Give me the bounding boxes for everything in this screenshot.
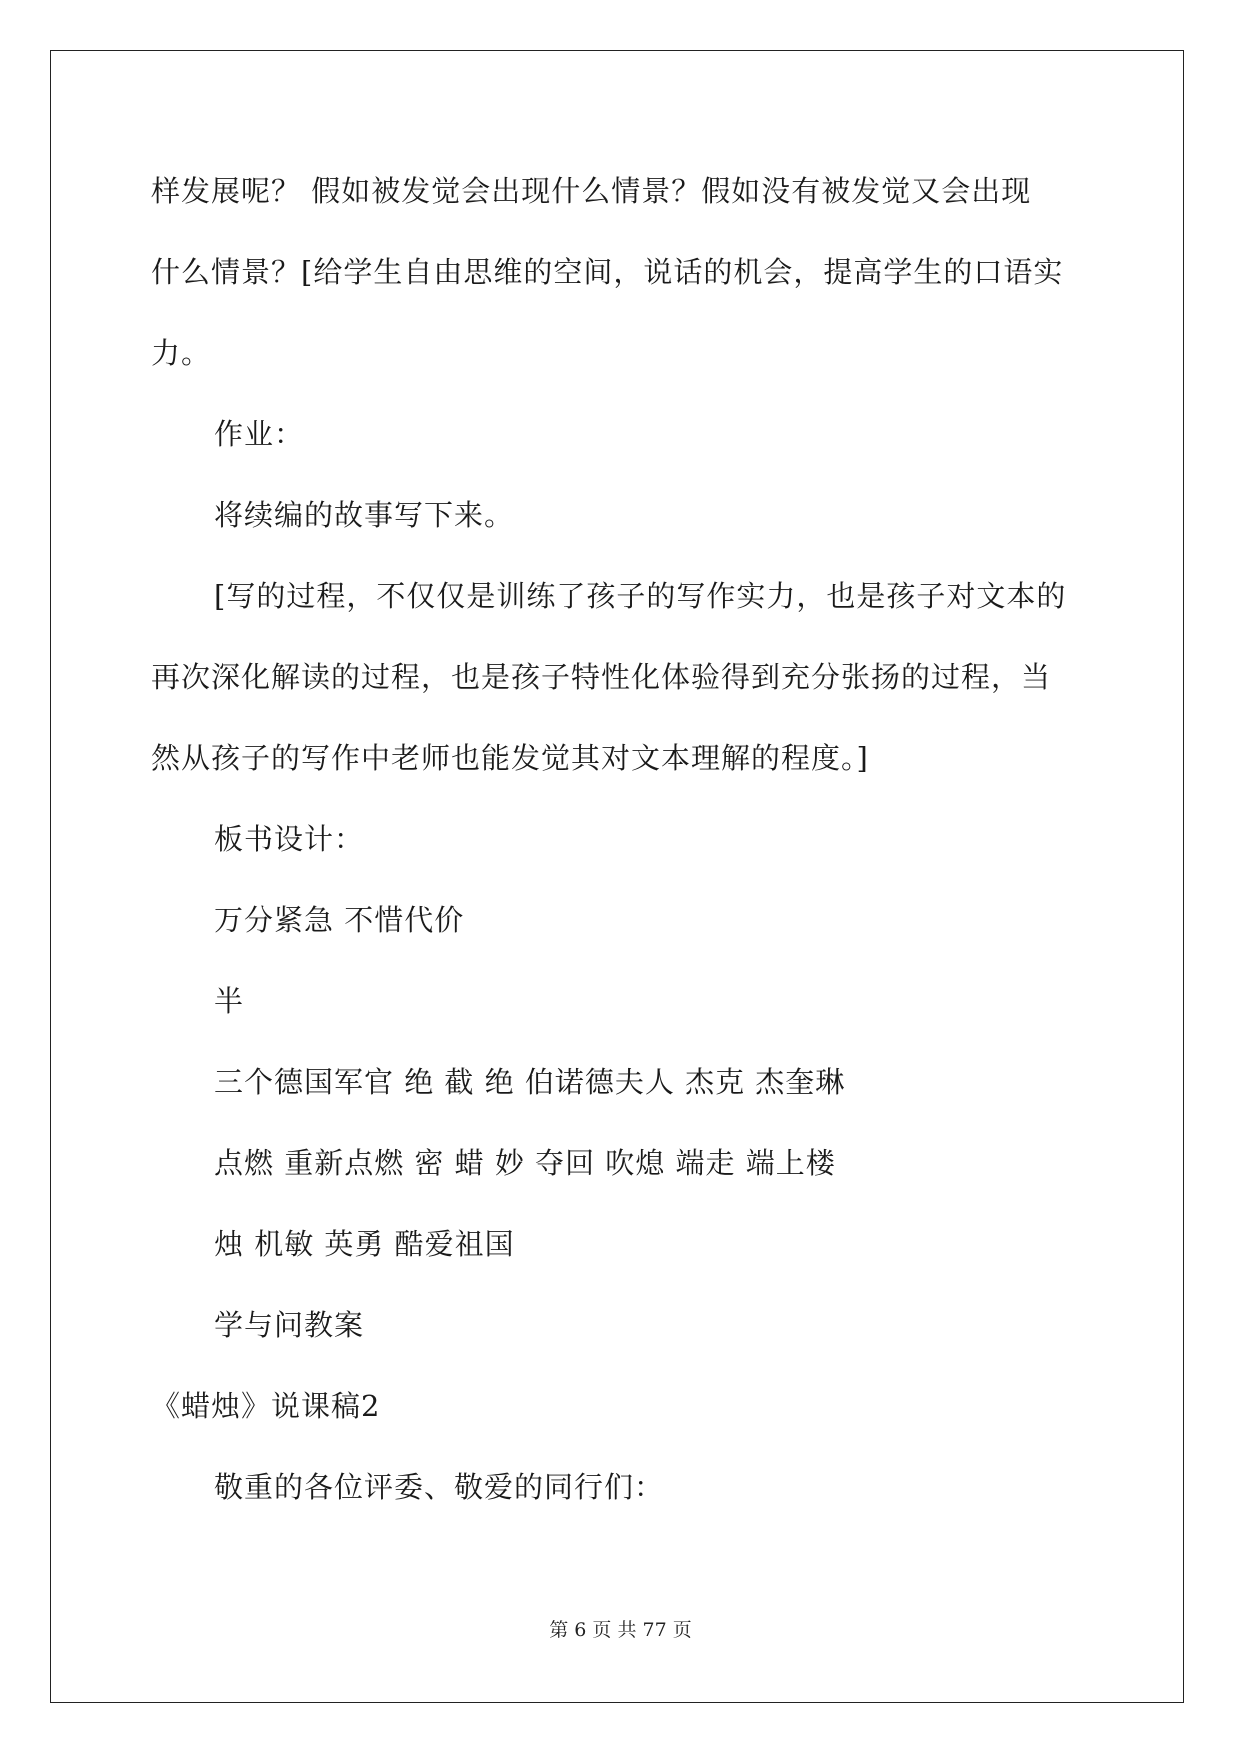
greeting-line: 敬重的各位评委、敬爱的同行们： xyxy=(214,1470,665,1504)
body-line-7: 再次深化解读的过程，也是孩子特性化体验得到充分张扬的过程，当 xyxy=(151,660,1052,694)
section-heading-homework: 作业： xyxy=(214,417,305,451)
section-title: 《蜡烛》说课稿2 xyxy=(151,1389,381,1423)
board-line-3: 三个德国军官 绝 截 绝 伯诺德夫人 杰克 杰奎琳 xyxy=(214,1065,846,1099)
board-line-1: 万分紧急 不惜代价 xyxy=(214,903,465,937)
body-line-8: 然从孩子的写作中老师也能发觉其对文本理解的程度。] xyxy=(151,741,869,775)
page-border xyxy=(50,50,1184,1703)
board-line-4: 点燃 重新点燃 密 蜡 妙 夺回 吹熄 端走 端上楼 xyxy=(214,1146,836,1180)
body-line-3: 力。 xyxy=(151,336,212,370)
body-line-1: 样发展呢？ 假如被发觉会出现什么情景？假如没有被发觉又会出现 xyxy=(151,174,1032,208)
board-line-2: 半 xyxy=(214,984,245,1018)
board-line-6: 学与问教案 xyxy=(214,1308,365,1342)
page-number-footer: 第 6 页 共 77 页 xyxy=(549,1619,692,1641)
body-line-6: [写的过程，不仅仅是训练了孩子的写作实力，也是孩子对文本的 xyxy=(214,579,1067,613)
body-line-2: 什么情景？[给学生自由思维的空间，说话的机会，提高学生的口语实 xyxy=(151,255,1064,289)
body-line-homework: 将续编的故事写下来。 xyxy=(214,498,515,532)
section-heading-board: 板书设计： xyxy=(214,822,365,856)
board-line-5: 烛 机敏 英勇 酷爱祖国 xyxy=(214,1227,515,1261)
